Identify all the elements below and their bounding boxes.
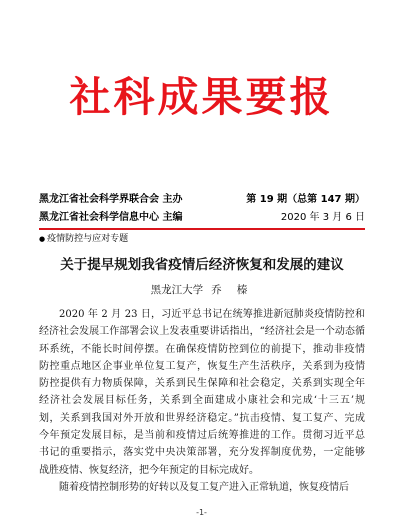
editor-label: 黑龙江省社会科学信息中心 主编 [39, 212, 183, 223]
body-line: 随着疫情控制形势的好转以及复工复产进入正常轨道，恢复疫情后 [59, 481, 349, 493]
header-divider [39, 228, 365, 230]
issue-number: 第 19 期（总第 147 期） [246, 194, 365, 205]
section-tag-label: 疫情防控与应对专题 [47, 234, 129, 244]
body-line: 2020 年 2 月 23 日，习近平总书记在统筹推进新冠肺炎疫情防控和 [59, 309, 365, 320]
body-line: 今年预定发展目标，是当前和疫情过后统筹推进的工作。贯彻习近平总 [39, 430, 365, 442]
section-tag [39, 233, 128, 246]
issue-date: 2020 年 3 月 6 日 [280, 212, 365, 223]
body-line: 防控提供有力物质保障，关系到民生保障和社会稳定，关系到实现全年 [39, 378, 365, 390]
body-line: 经济社会发展目标任务，关系到全面建成小康社会和完成‘十三五’规 [39, 395, 365, 407]
bullet-icon: ● [39, 235, 46, 243]
author-affiliation: 黑龙江大学 [150, 284, 204, 296]
header-row-editor [39, 211, 365, 225]
article-body [39, 306, 365, 496]
sponsor-label: 黑龙江省社会科学界联合会 主办 [39, 194, 183, 205]
body-line: 划，关系到我国对外开放和世界经济稳定。”抗击疫情、复工复产、完成 [39, 412, 365, 424]
header-row-sponsor [39, 193, 365, 207]
article-title: 关于提早规划我省疫情后经济恢复和发展的建议 [60, 257, 344, 273]
body-line: 环系统，不能长时间停摆。在确保疫情防控到位的前提下，推动非疫情 [39, 343, 365, 355]
author-name: 乔 榛 [211, 284, 254, 296]
masthead-title: 社科成果要报 [69, 73, 334, 121]
byline [39, 283, 365, 297]
page-number: -1- [196, 508, 207, 517]
body-line: 防控重点地区企事业单位复工复产，恢复生产生活秩序，关系到为疫情 [39, 360, 365, 372]
body-line: 书记的重要指示，落实党中央决策部署，充分发挥制度优势，一定能够 [39, 447, 365, 459]
body-line: 经济社会发展工作部署会议上发表重要讲话指出，“经济社会是一个动态循 [39, 326, 365, 338]
body-line: 战胜疫情、恢复经济，把今年预定的目标完成好。 [39, 464, 259, 476]
